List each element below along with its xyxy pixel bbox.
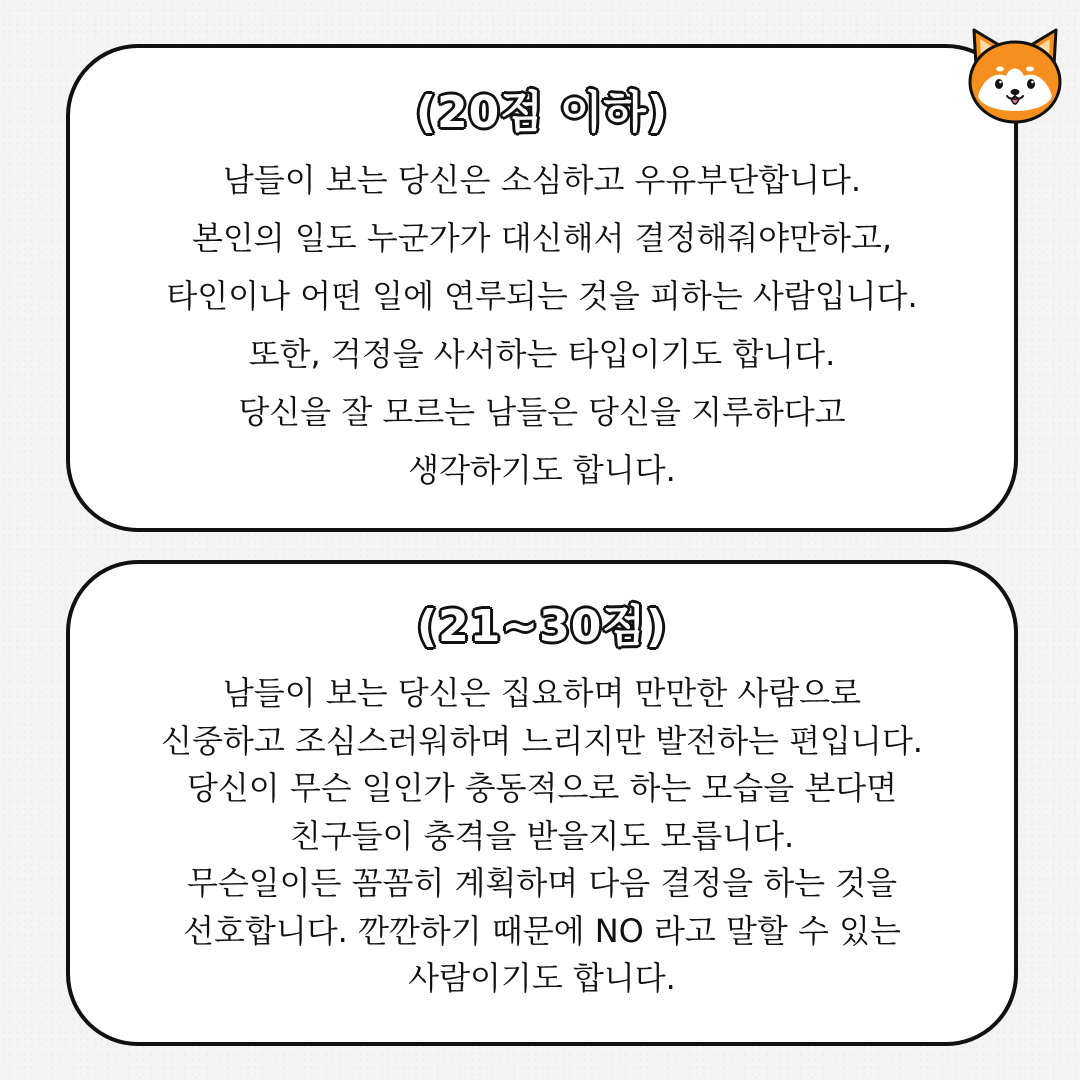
- card-description: [90, 151, 994, 499]
- description-line: 당신이 무슨 일인가 충동적으로 하는 모습을 본다면: [186, 769, 898, 807]
- card-title: (21~30점): [416, 601, 668, 652]
- description-line: 생각하기도 합니다.: [408, 451, 676, 489]
- description-line: 본인의 일도 누군가가 대신해서 결정해줘야만하고,: [191, 219, 892, 257]
- description-line: 남들이 보는 당신은 집요하며 만만한 사람으로: [222, 674, 862, 712]
- description-line: 친구들이 충격을 받을지도 모릅니다.: [289, 816, 795, 855]
- result-card-under-20: [66, 44, 1018, 532]
- card-description: [90, 670, 994, 1003]
- description-line: 선호합니다. 깐깐하기 때문에 NO 라고 말할 수 있는: [183, 911, 901, 950]
- description-line: 신중하고 조심스러워하며 느리지만 발전하는 편입니다.: [161, 721, 923, 760]
- shiba-dog-face-icon: [962, 22, 1068, 128]
- description-line: 남들이 보는 당신은 소심하고 우유부단합니다.: [222, 161, 862, 199]
- description-line: 또한, 걱정을 사서하는 타입이기도 합니다.: [248, 335, 836, 373]
- card-title: (20점 이하): [415, 87, 669, 138]
- description-line: 무슨일이든 꼼꼼히 계획하며 다음 결정을 하는 것을: [186, 864, 898, 902]
- description-line: 사람이기도 합니다.: [408, 959, 676, 997]
- description-line: 타인이나 어떤 일에 연루되는 것을 피하는 사람입니다.: [166, 277, 918, 315]
- description-line: 당신을 잘 모르는 남들은 당신을 지루하다고: [238, 393, 846, 431]
- result-card-21-30: [66, 560, 1018, 1046]
